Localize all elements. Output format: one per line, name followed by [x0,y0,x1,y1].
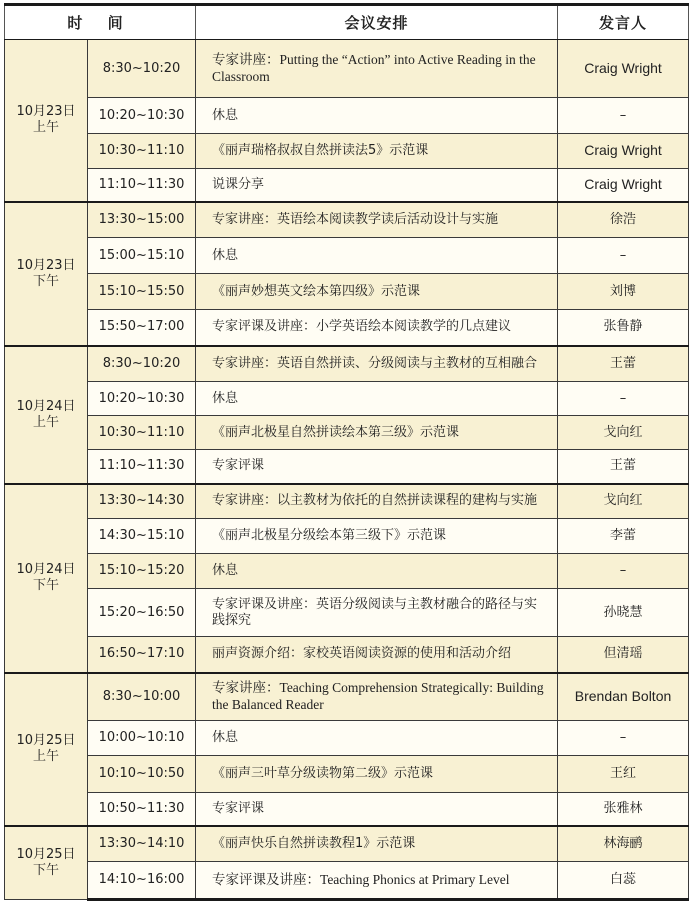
table-row [5,310,689,346]
time-cell: 14:30~15:10 [88,519,196,554]
table-row [5,637,689,673]
table-row [5,756,689,793]
agenda-cell [196,98,558,134]
time-cell: 13:30~14:30 [88,484,196,519]
table-row [5,346,689,382]
agenda-cell [196,673,558,721]
agenda-cell [196,416,558,450]
speaker-name: Craig Wright [584,175,662,192]
schedule-table [4,3,689,901]
time-cell: 10:20~10:30 [88,382,196,416]
speaker-cell [558,274,689,310]
table-row [5,169,689,202]
speaker-cell [558,554,689,589]
session-period: 下午 [32,862,59,878]
speaker-name: 李蕾 [610,528,637,543]
table-row [5,826,689,862]
agenda-text: 《丽声北极星分级绘本第三级下》示范课 [212,528,447,543]
agenda-cell [196,484,558,519]
time-cell: 10:20~10:30 [88,98,196,134]
speaker-name: 徐浩 [610,211,637,227]
time-cell: 11:10~11:30 [88,169,196,202]
speaker-name: 王红 [610,766,637,781]
speaker-name: Brendan Bolton [574,687,672,704]
agenda-cell [196,169,558,202]
agenda-text: 专家讲座：Putting the “Action” into Active Reading in the Classroom [212,51,536,84]
session-period: 下午 [32,578,59,593]
speaker-cell [558,793,689,826]
table-row [5,554,689,589]
speaker-name: Craig Wright [584,59,662,76]
speaker-name: 王蕾 [610,355,637,371]
agenda-text: 休息 [212,390,239,406]
table-body [5,40,689,900]
time-cell: 15:50~17:00 [88,310,196,346]
agenda-text: 休息 [212,247,239,263]
agenda-cell [196,589,558,637]
agenda-cell [196,274,558,310]
session-period: 上午 [32,120,59,136]
table-row [5,274,689,310]
header-speaker: 发言人 [558,5,689,40]
speaker-cell [558,310,689,346]
speaker-cell [558,238,689,274]
agenda-text: 专家讲座：以主教材为依托的自然拼读课程的建构与实施 [212,493,538,509]
speaker-name: 白蕊 [610,872,637,887]
session-date-cell [5,202,88,346]
time-cell: 15:10~15:20 [88,554,196,589]
speaker-cell [558,169,689,202]
speaker-cell [558,98,689,134]
agenda-cell [196,637,558,673]
session-date-cell [5,484,88,673]
speaker-name: – [619,107,627,123]
agenda-cell [196,450,558,484]
speaker-cell [558,134,689,169]
time-cell: 15:20~16:50 [88,589,196,637]
speaker-name: – [619,563,627,578]
agenda-text: 休息 [212,730,239,745]
time-cell: 16:50~17:10 [88,637,196,673]
agenda-cell [196,554,558,589]
speaker-cell [558,40,689,98]
table-row [5,519,689,554]
agenda-cell [196,40,558,98]
table-row [5,589,689,637]
header-agenda: 会议安排 [196,5,558,40]
session-period: 上午 [32,749,59,764]
speaker-cell [558,416,689,450]
speaker-name: 张鲁静 [603,319,643,335]
table-row [5,98,689,134]
table-row [5,40,689,98]
time-cell: 10:50~11:30 [88,793,196,826]
speaker-name: 刘博 [610,283,637,299]
table-row [5,484,689,519]
agenda-text: 《丽声北极星自然拼读绘本第三级》示范课 [212,424,460,440]
speaker-cell [558,450,689,484]
speaker-cell [558,756,689,793]
speaker-name: 但清瑶 [603,646,643,662]
agenda-cell [196,310,558,346]
speaker-cell [558,346,689,382]
time-cell: 15:10~15:50 [88,274,196,310]
session-period: 上午 [32,414,59,430]
agenda-text: 说课分享 [212,176,265,192]
session-date: 10月25日 [16,846,76,862]
time-cell: 10:00~10:10 [88,721,196,756]
agenda-text: 专家评课及讲座：小学英语绘本阅读教学的几点建议 [212,319,512,335]
table-row [5,416,689,450]
speaker-cell [558,673,689,721]
agenda-cell [196,519,558,554]
session-date: 10月24日 [16,398,76,414]
table-row [5,673,689,721]
table-row [5,793,689,826]
agenda-text: 专家讲座：英语绘本阅读教学读后活动设计与实施 [212,211,499,227]
agenda-text: 专家评课及讲座：Teaching Phonics at Primary Level [212,871,510,887]
agenda-cell [196,134,558,169]
session-date: 10月25日 [16,733,76,748]
session-period: 下午 [32,273,59,289]
speaker-name: 戈向红 [603,424,643,440]
time-cell: 13:30~14:10 [88,826,196,862]
speaker-name: 戈向红 [603,493,643,509]
session-date-cell [5,40,88,202]
speaker-cell [558,862,689,900]
time-cell: 13:30~15:00 [88,202,196,238]
time-cell: 11:10~11:30 [88,450,196,484]
speaker-name: 王蕾 [610,458,637,474]
agenda-text: 专家讲座：Teaching Comprehension Strategically: Building the Balanced Reader [212,679,544,712]
time-cell: 10:30~11:10 [88,134,196,169]
agenda-text: 《丽声三叶草分级读物第二级》示范课 [212,766,434,781]
agenda-cell [196,793,558,826]
agenda-text: 《丽声妙想英文绘本第四级》示范课 [212,283,421,299]
table-row [5,862,689,900]
time-cell: 14:10~16:00 [88,862,196,900]
table-header [5,5,689,40]
session-date-cell [5,826,88,900]
table-row [5,202,689,238]
speaker-cell [558,484,689,519]
agenda-cell [196,756,558,793]
speaker-name: 林海鹂 [603,835,643,851]
agenda-cell [196,346,558,382]
speaker-cell [558,202,689,238]
speaker-cell [558,826,689,862]
time-cell: 10:10~10:50 [88,756,196,793]
time-cell: 8:30~10:20 [88,346,196,382]
agenda-text: 专家评课 [212,458,265,474]
speaker-cell [558,519,689,554]
table-row [5,450,689,484]
speaker-name: 孙晓慧 [603,604,643,620]
agenda-cell [196,202,558,238]
session-date: 10月24日 [16,562,76,577]
speaker-name: – [619,390,627,406]
session-date: 10月23日 [16,104,76,120]
session-date-cell [5,346,88,484]
agenda-text: 《丽声快乐自然拼读教程1》示范课 [212,835,416,851]
table-row [5,134,689,169]
speaker-name: – [619,247,627,263]
agenda-cell [196,238,558,274]
time-cell: 8:30~10:00 [88,673,196,721]
table-row [5,238,689,274]
session-date-cell [5,673,88,826]
time-cell: 15:00~15:10 [88,238,196,274]
speaker-name: 张雅林 [603,800,643,816]
speaker-name: – [619,730,627,745]
agenda-text: 休息 [212,107,239,123]
speaker-name: Craig Wright [584,142,662,158]
agenda-text: 丽声资源介绍：家校英语阅读资源的使用和活动介绍 [212,646,512,662]
header-date-time: 时 间 [5,5,196,40]
speaker-cell [558,589,689,637]
agenda-cell [196,382,558,416]
agenda-cell [196,826,558,862]
agenda-cell [196,862,558,900]
time-cell: 8:30~10:20 [88,40,196,98]
speaker-cell [558,721,689,756]
agenda-text: 专家评课 [212,800,265,816]
session-date: 10月23日 [16,257,76,273]
table-row [5,382,689,416]
time-cell: 10:30~11:10 [88,416,196,450]
table-row [5,721,689,756]
agenda-text: 休息 [212,563,239,578]
agenda-cell [196,721,558,756]
speaker-cell [558,637,689,673]
agenda-text: 专家评课及讲座：英语分级阅读与主教材融合的路径与实践探究 [212,596,538,628]
agenda-text: 《丽声瑞格叔叔自然拼读法5》示范课 [212,143,429,158]
speaker-cell [558,382,689,416]
agenda-text: 专家讲座：英语自然拼读、分级阅读与主教材的互相融合 [212,355,538,371]
